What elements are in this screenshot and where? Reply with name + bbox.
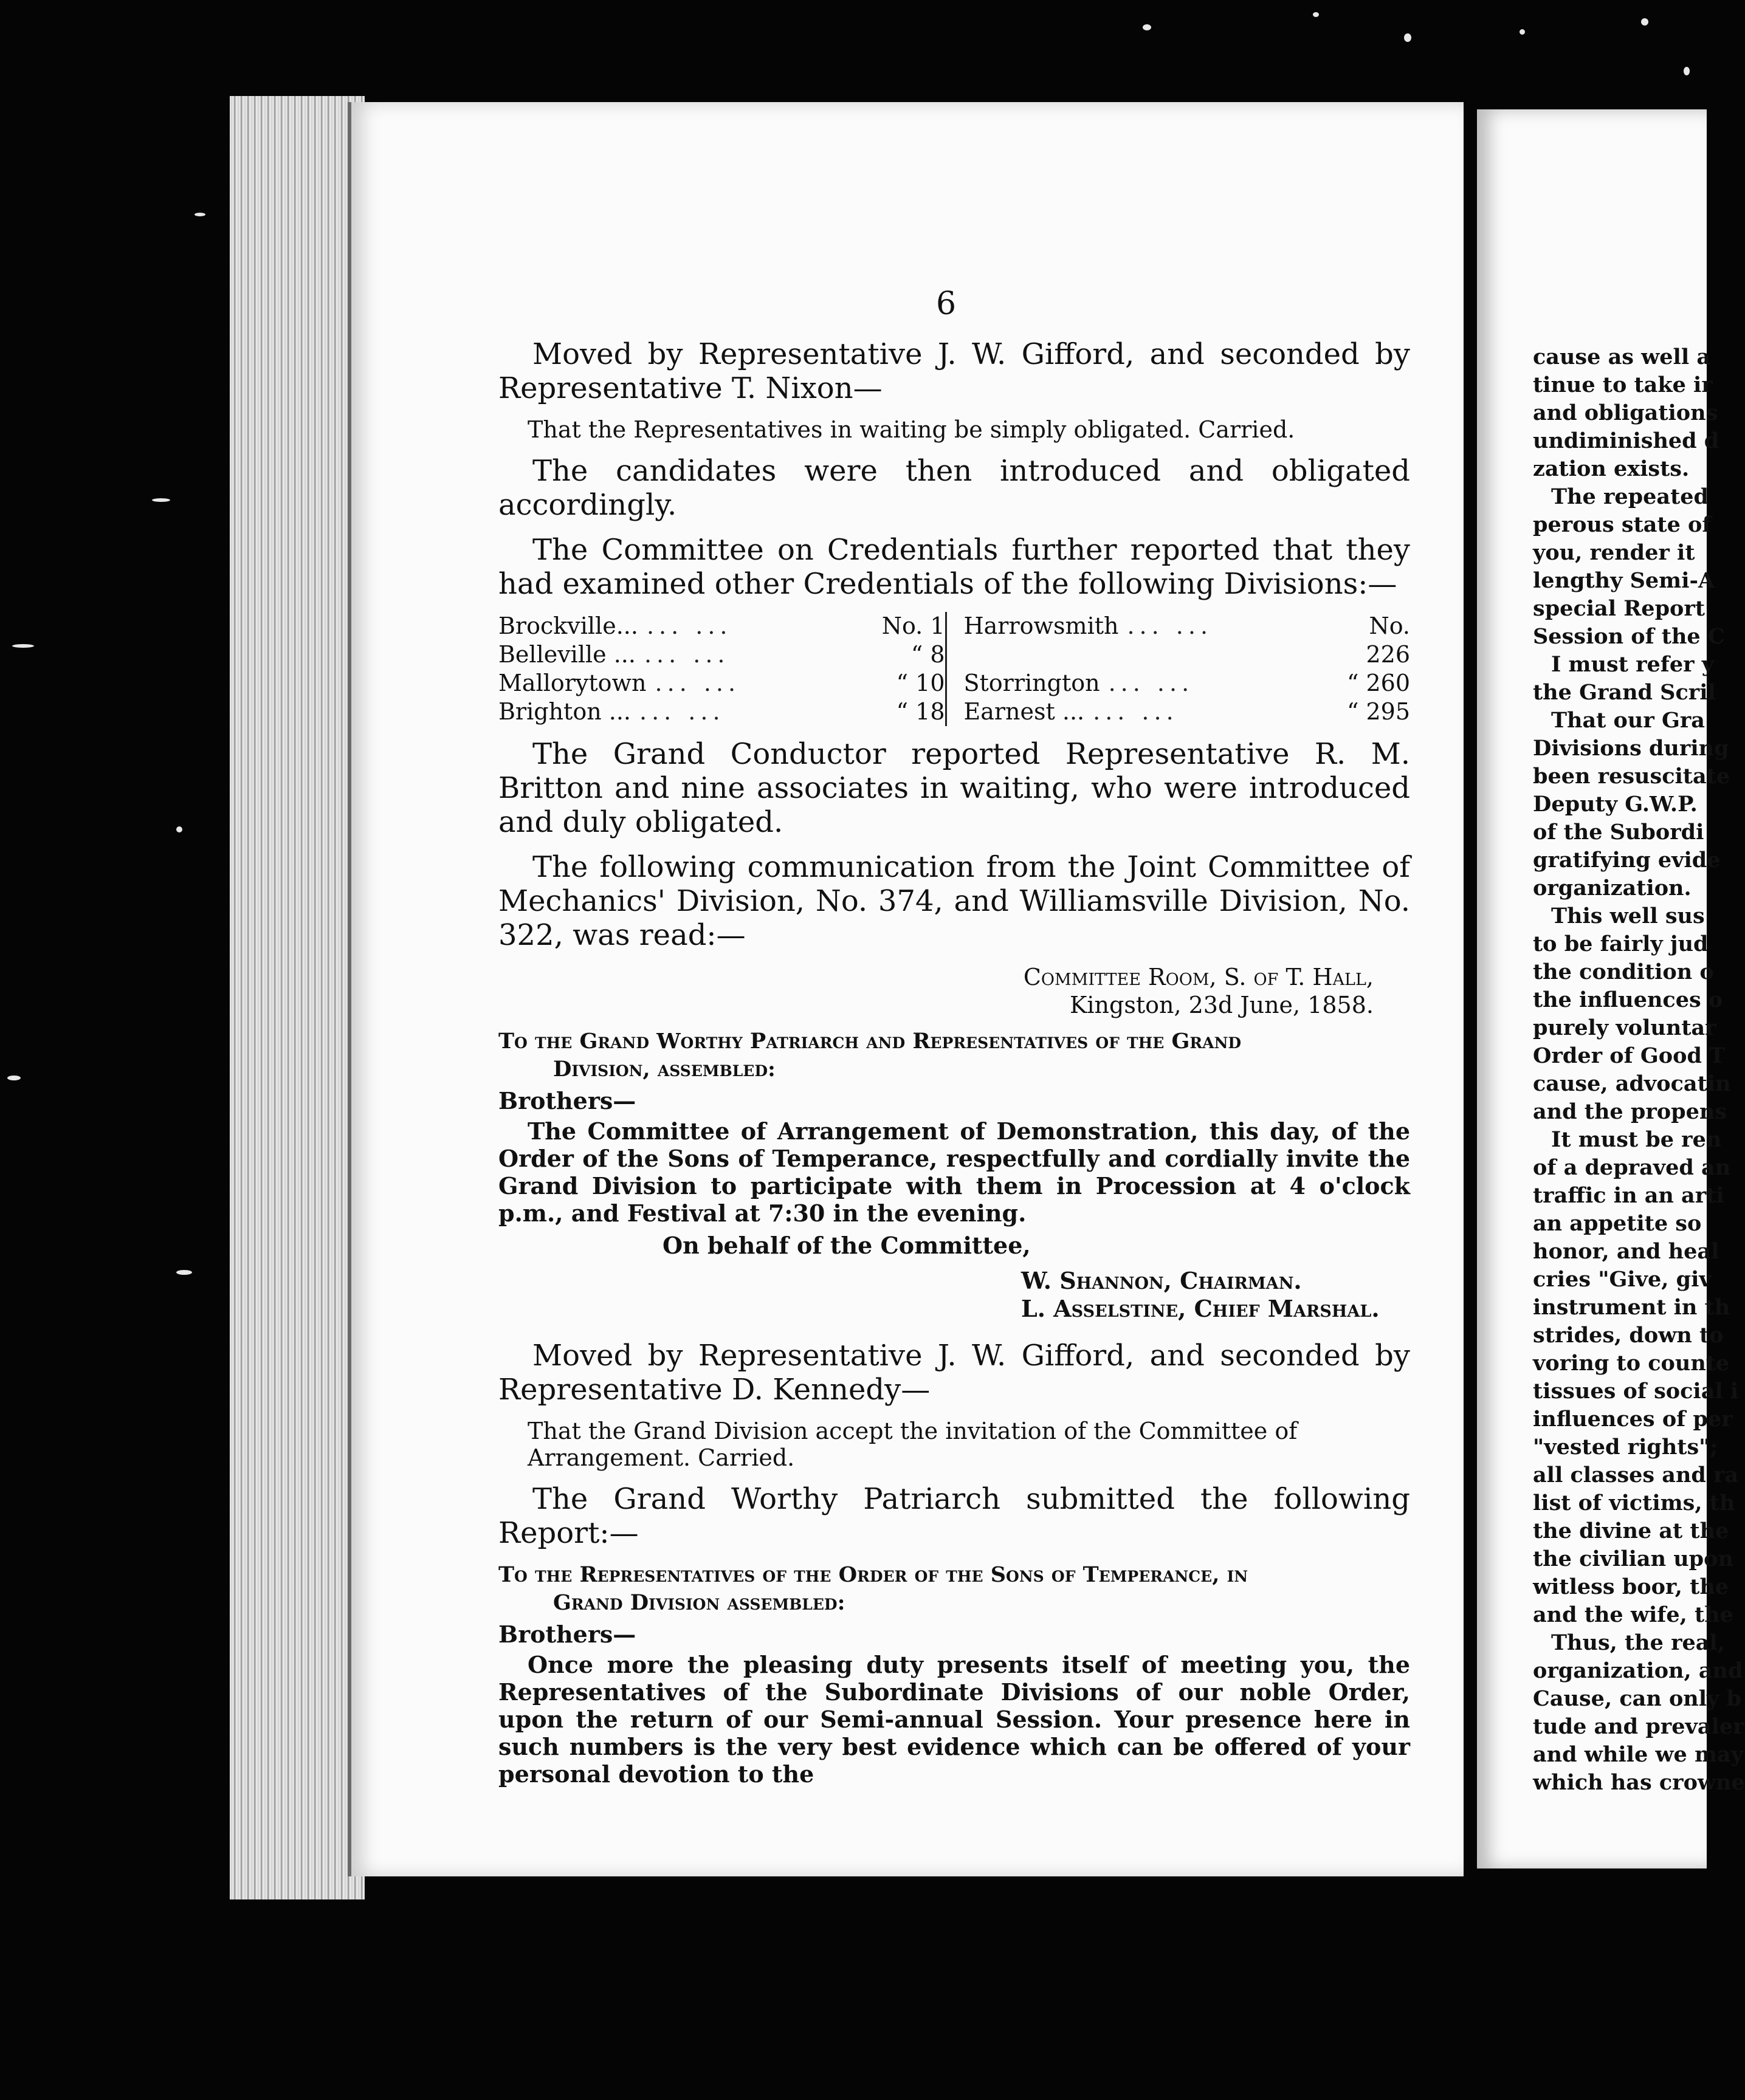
motion-paragraph: Moved by Representative J. W. Gifford, and seconded by Representative T. Nixon—: [498, 337, 1410, 405]
letter-heading: Committee Room, S. of T. Hall, Kingston, 23d June, 1858.: [1023, 964, 1374, 1018]
page-number: 6: [936, 286, 957, 322]
right-page-line: list of victims, th: [1533, 1491, 1735, 1515]
dust-speck: [12, 644, 34, 648]
right-page-line: and the propens: [1533, 1099, 1727, 1124]
right-page-line: instrument in th: [1533, 1295, 1730, 1320]
right-page-line: It must be ren: [1551, 1127, 1722, 1152]
right-page-line: The repeated: [1551, 484, 1709, 509]
right-page-line: perous state of: [1533, 512, 1712, 537]
right-page-line: all classes and ra: [1533, 1463, 1739, 1487]
divisions-column-right: [945, 612, 1411, 726]
left-page-text: [498, 337, 1410, 1793]
divisions-column-left: [498, 612, 945, 726]
right-page-line: influences of per: [1533, 1407, 1733, 1432]
right-page-line: tinue to take ir: [1533, 372, 1713, 397]
right-page-line: witless boor, the: [1533, 1574, 1729, 1599]
right-page-line: an appetite so: [1533, 1211, 1702, 1236]
right-page-line: That our Gra: [1551, 708, 1705, 733]
right-page-line: purely voluntar: [1533, 1015, 1716, 1040]
right-page-line: and while we may: [1533, 1742, 1744, 1767]
signature: L. Asselstine, Chief Marshal.: [1021, 1295, 1380, 1322]
division-row: Mallorytown ... ... “ 10: [498, 670, 945, 696]
right-page-line: the influences o: [1533, 987, 1723, 1012]
right-page-line: Cause, can only b: [1533, 1686, 1742, 1711]
division-row: Earnest ... ... ... “ 295: [963, 698, 1410, 725]
right-page-line: and the wife, the: [1533, 1602, 1733, 1627]
report-body: Once more the pleasing duty presents itself of meeting you, the Representatives of the Subordinate Divisions of our noble Order, upon the return of our Semi-annual Session. Your presence here in such numbers is the very best evidence which can be offered of your personal devotion to the: [498, 1651, 1410, 1788]
paragraph: The following communication from the Joint Committee of Mechanics' Division, No. 374, and Williamsville Division, No. 322, was read:—: [498, 850, 1410, 952]
division-row: Brighton ... ... ... “ 18: [498, 698, 945, 725]
dust-speck: [1313, 12, 1319, 17]
right-page-line: This well sus: [1551, 904, 1705, 928]
letter-closing: On behalf of the Committee,: [663, 1232, 1031, 1259]
right-page-line: Order of Good T: [1533, 1043, 1726, 1068]
right-page-line: the divine at the: [1533, 1518, 1729, 1543]
right-page-line: of a depraved an: [1533, 1155, 1731, 1180]
salutation: Brothers—: [498, 1621, 636, 1648]
right-page-line: Divisions during: [1533, 736, 1729, 761]
page-edges: [230, 96, 365, 1899]
paragraph: The Committee on Credentials further reported that they had examined other Credentials of the following Divisions:—: [498, 533, 1410, 601]
paragraph: The Grand Conductor reported Representative R. M. Britton and nine associates in waiting, who were introduced and duly obligated.: [498, 737, 1410, 839]
right-page-line: Thus, the real,: [1551, 1630, 1725, 1655]
right-page-line: Session of the C: [1533, 624, 1725, 649]
right-page-line: the condition o: [1533, 959, 1714, 984]
dust-speck: [7, 1076, 21, 1080]
right-page-line: zation exists.: [1533, 456, 1690, 481]
dust-speck: [1641, 18, 1648, 26]
dust-speck: [1404, 33, 1411, 42]
divisions-table: [498, 612, 1410, 726]
division-row: Harrowsmith ... ... No. 226: [963, 612, 1410, 668]
right-page-line: traffic in an arti: [1533, 1183, 1724, 1208]
paragraph: The Grand Worthy Patriarch submitted the following Report:—: [498, 1482, 1410, 1550]
right-page-line: voring to counte: [1533, 1351, 1730, 1376]
signature: W. Shannon, Chairman.: [1021, 1267, 1302, 1294]
right-page-line: honor, and heal: [1533, 1239, 1719, 1264]
right-page-line: which has crowne: [1533, 1770, 1745, 1795]
dust-speck: [1684, 67, 1690, 75]
right-page-line: the Grand Scril: [1533, 680, 1716, 705]
right-page-line: I must refer y: [1551, 652, 1715, 677]
dust-speck: [176, 826, 182, 832]
right-page-line: of the Subordi: [1533, 820, 1704, 845]
right-page-line: been resuscitate: [1533, 764, 1730, 789]
right-page-line: organization, and: [1533, 1658, 1743, 1683]
right-page-line: Deputy G.W.P.: [1533, 792, 1698, 817]
division-row: Brockville... ... ... No. 1: [498, 612, 945, 639]
paragraph: The candidates were then introduced and obligated accordingly.: [498, 454, 1410, 522]
right-page-line: special Report: [1533, 596, 1705, 621]
right-page-line: "vested rights";: [1533, 1435, 1718, 1460]
right-page-text: [1533, 343, 1745, 1797]
motion-text: That the Representatives in waiting be simply obligated. Carried.: [528, 416, 1295, 443]
letter-addressee: Division, assembled:: [553, 1057, 776, 1082]
right-page-line: cause, advocatin: [1533, 1071, 1731, 1096]
right-page-line: you, render it: [1533, 540, 1695, 565]
division-row: Belleville ... ... ... “ 8: [498, 641, 945, 668]
letter-addressee: To the Grand Worthy Patriarch and Representatives of the Grand: [498, 1029, 1242, 1054]
division-row: Storrington ... ... “ 260: [963, 670, 1410, 696]
right-page-line: organization.: [1533, 876, 1692, 901]
right-page-line: the civilian upon: [1533, 1546, 1733, 1571]
right-page-line: to be fairly jud: [1533, 932, 1709, 956]
right-page-line: and obligations: [1533, 400, 1718, 425]
right-page-line: tissues of social i: [1533, 1379, 1739, 1404]
motion-text: That the Grand Division accept the invitation of the Committee of Arrangement. Carried.: [528, 1418, 1298, 1471]
dust-speck: [152, 498, 170, 502]
report-addressee: Grand Division assembled:: [553, 1590, 845, 1615]
right-page-line: undiminished d: [1533, 428, 1719, 453]
right-page-line: lengthy Semi-A: [1533, 568, 1715, 593]
salutation: Brothers—: [498, 1087, 636, 1114]
dust-speck: [194, 213, 205, 216]
dust-speck: [1143, 24, 1151, 30]
letter-body: The Committee of Arrangement of Demonstration, this day, of the Order of the Sons of Temperance, respectfully and cordially invite the Grand Division to participate with them in Procession at 4 o'clock p.m., and Festival at 7:30 in the evening.: [498, 1117, 1410, 1227]
dust-speck: [1520, 29, 1525, 35]
right-page-line: tude and prevaler: [1533, 1714, 1744, 1739]
right-page-line: strides, down to: [1533, 1323, 1724, 1348]
motion-paragraph: Moved by Representative J. W. Gifford, and seconded by Representative D. Kennedy—: [498, 1339, 1410, 1407]
dust-speck: [176, 1270, 192, 1275]
right-page-line: gratifying evide: [1533, 848, 1721, 873]
report-addressee: To the Representatives of the Order of the Sons of Temperance, in: [498, 1562, 1248, 1587]
right-page-line: cause as well a: [1533, 345, 1711, 369]
right-page-line: cries "Give, giv: [1533, 1267, 1712, 1292]
